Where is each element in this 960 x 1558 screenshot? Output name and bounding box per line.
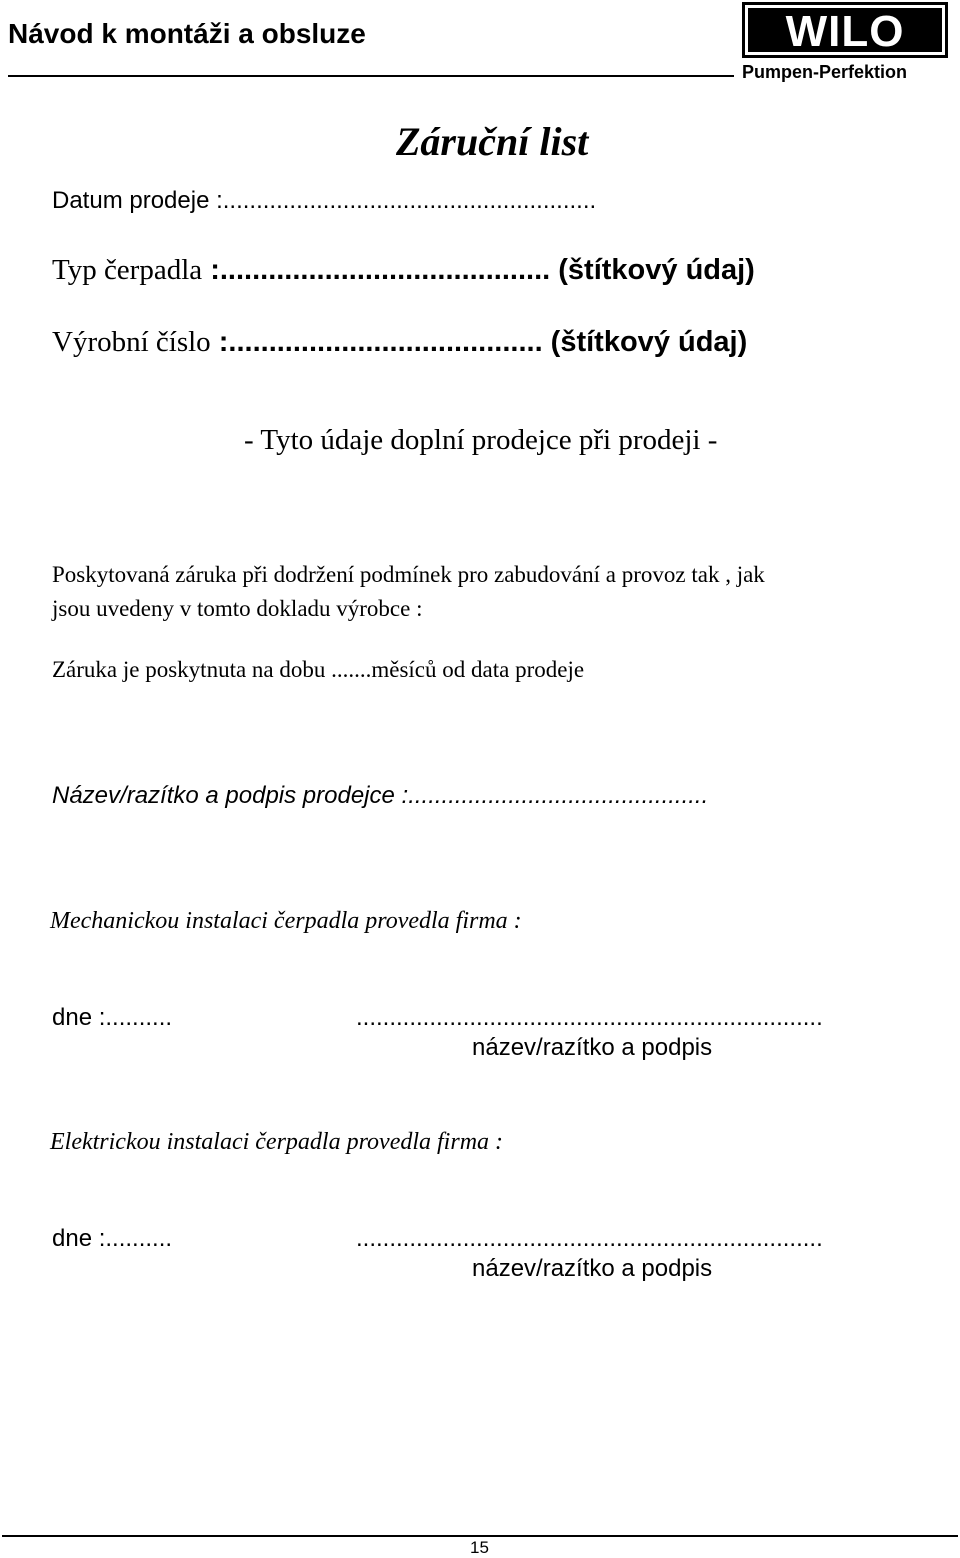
mechanical-install-date: dne :.......... [52,1004,173,1031]
logo-tagline: Pumpen-Perfektion [742,62,908,82]
footer-divider [2,1535,958,1537]
header-title: Návod k montáži a obsluze [8,18,366,49]
electrical-install-label: Elektrickou instalaci čerpadla provedla firma : [50,1129,504,1155]
document-title: Záruční list [396,119,589,164]
electrical-signature-label: název/razítko a podpis [472,1255,713,1282]
warranty-text-line: Poskytovaná záruka při dodržení podmínek pro zabudování a provoz tak , jak [52,562,765,587]
page-number: 15 [470,1538,489,1557]
svg-text:WILO: WILO [785,7,905,56]
mechanical-install-label: Mechanickou instalaci čerpadla provedla firma : [50,908,522,934]
pump-type-field [52,254,755,287]
electrical-install-date: dne :.......... [52,1225,173,1252]
serial-number-label: Výrobní číslo [52,326,211,358]
dealer-note: - Tyto údaje doplní prodejce při prodeji - [244,424,718,456]
warranty-text-line: jsou uvedeny v tomto dokladu výrobce : [52,596,423,621]
mechanical-signature-label: název/razítko a podpis [472,1034,713,1061]
pump-type-label: Typ čerpadla [52,254,203,286]
pump-type-value: :......................................... (štítkový údaj) [202,254,755,286]
seller-stamp-field: Název/razítko a podpis prodejce :............................................. [52,782,709,809]
mechanical-signature-line: ...................................................................... [356,1004,823,1031]
sale-date-field: Datum prodeje :........................................................ [52,187,597,214]
warranty-period: Záruka je poskytnuta na dobu .......měsíců od data prodeje [52,657,585,682]
serial-number-value: :....................................... (štítkový údaj) [210,326,748,358]
electrical-signature-line: ...................................................................... [356,1225,823,1252]
serial-number-field [52,326,747,359]
wilo-logo [742,2,948,58]
header-divider [8,75,734,77]
